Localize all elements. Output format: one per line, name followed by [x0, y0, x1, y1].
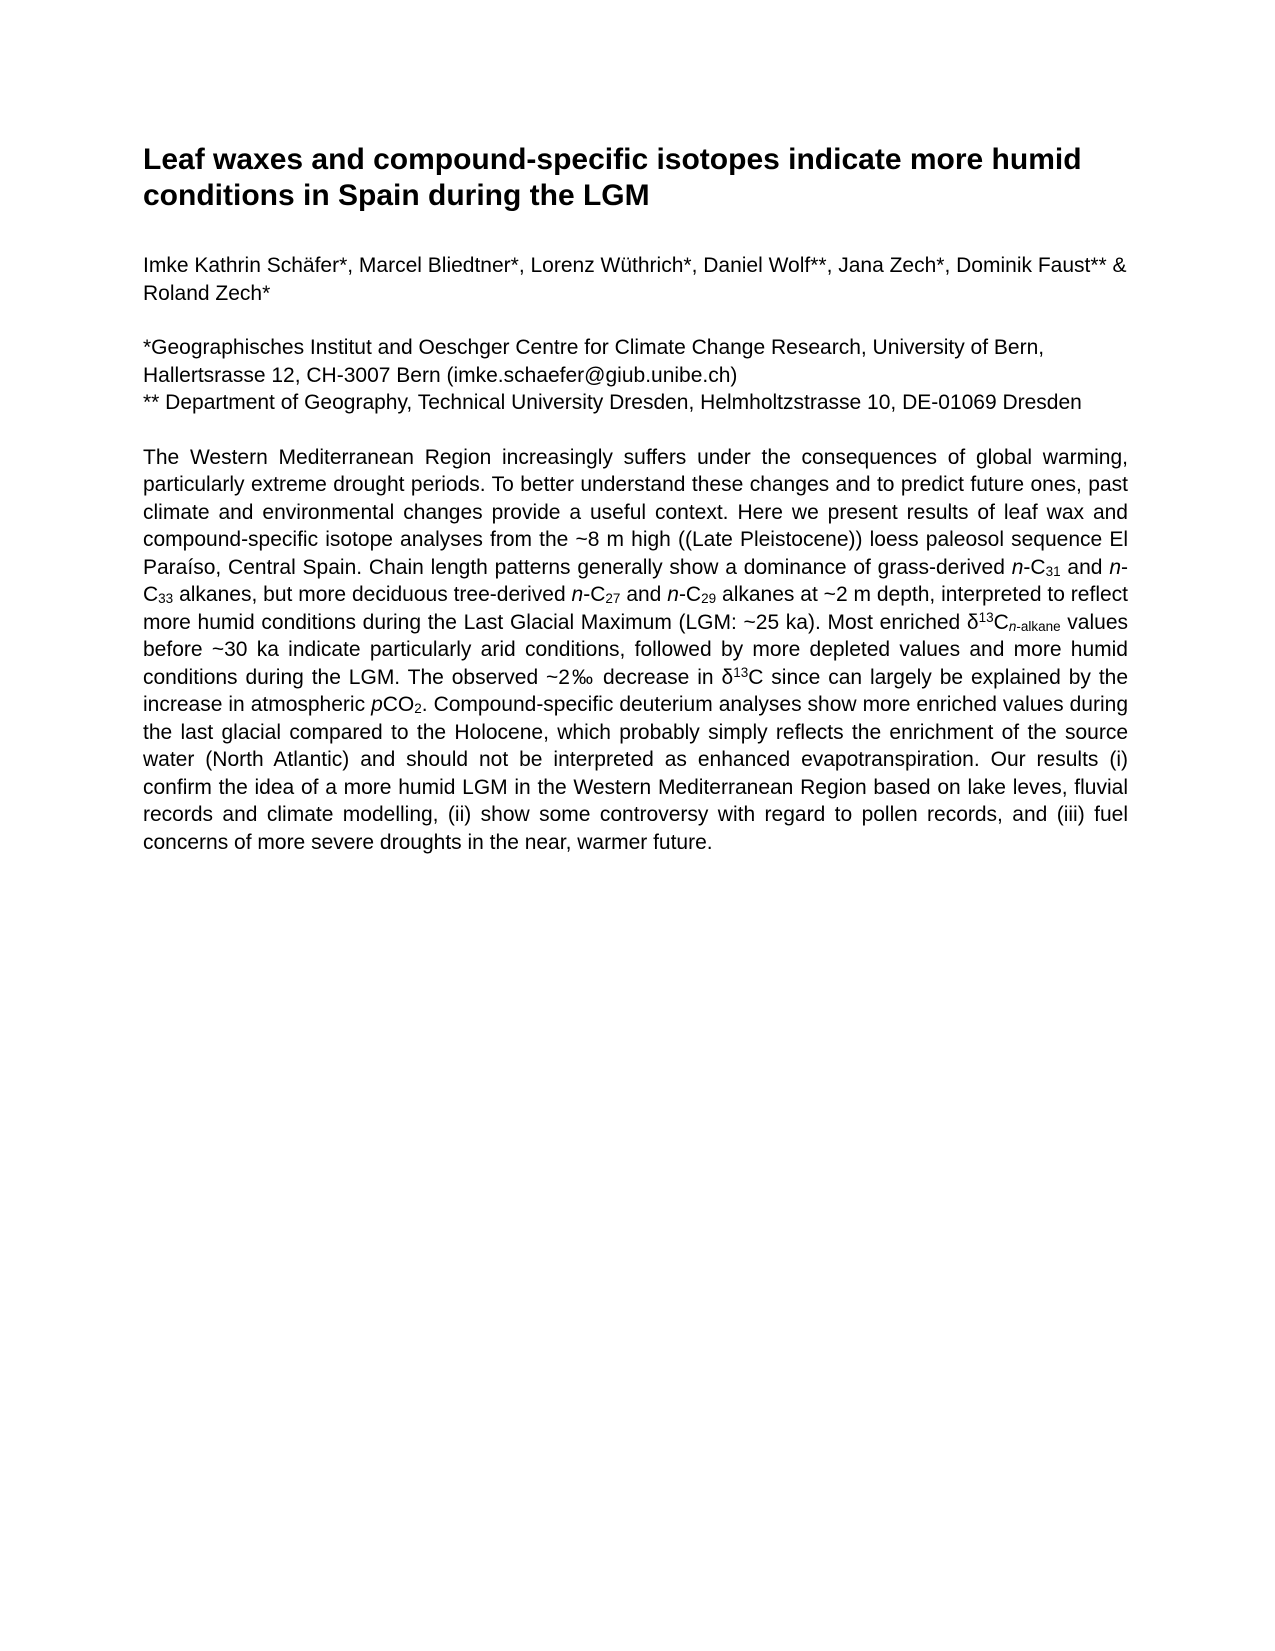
abstract-text-segment: -C — [678, 583, 702, 606]
abstract-text-segment: n — [667, 583, 679, 606]
abstract-text-segment: . Compound-specific deuterium analyses show more enriched values during the last glacial compared to the Holocene, which probably simply reflects the enrichment of the source water (North Atlantic) and should not be interpreted as enhanced evapotranspiration. Our results (i) confirm the idea of a more humid LGM in the Western Mediterranean Region based on lake leves, fluvial records and climate modelling, (ii) show some controversy with regard to pollen records, and (iii) fuel concerns of more severe droughts in the near, warmer future. — [143, 693, 1128, 854]
abstract-text-segment: 33 — [158, 591, 174, 606]
abstract-text-segment: n — [1109, 555, 1121, 579]
abstract-text-segment: -C — [143, 555, 1128, 606]
abstract-text-segment: -C — [583, 583, 606, 606]
abstract-text-segment: CO — [382, 693, 415, 716]
author-list: Imke Kathrin Schäfer*, Marcel Bliedtner*, Lorenz Wüthrich*, Daniel Wolf**, Jana Zech*, Dominik Faust** & Roland Zech* — [143, 254, 1127, 305]
abstract-text-segment: C — [993, 610, 1009, 634]
abstract-text-segment: 29 — [701, 591, 717, 606]
affiliation-bern: *Geographisches Institut and Oeschger Centre for Climate Change Research, University of Bern, Hallertsrasse 12, CH-3007 Bern (imke.schaefer@giub.unibe.ch) — [143, 336, 1045, 387]
paper-title: Leaf waxes and compound-specific isotopes indicate more humid conditions in Spain during the LGM — [143, 143, 1082, 212]
abstract-text-segment: values before ~30 ka indicate particularly arid conditions, followed by more depleted values and more humid conditions during the LGM. The observed ~2‰ decrease in δ — [143, 610, 1128, 689]
abstract-text-segment: 13 — [733, 664, 749, 680]
abstract-text-segment: and — [620, 583, 668, 606]
abstract-text-segment: -C — [1023, 555, 1046, 579]
abstract-text-segment: 27 — [605, 591, 621, 606]
abstract-text-segment: alkanes, but more deciduous tree-derived — [173, 583, 572, 606]
abstract-text-segment: 13 — [978, 609, 994, 625]
abstract-paragraph — [143, 444, 1128, 857]
abstract-text-segment: alkanes at ~2 m depth, interpreted to reflect more humid conditions during the Last Glacial Maximum (LGM: ~25 ka). Most enriched δ — [143, 583, 1128, 634]
abstract-text-segment: -alkane — [1016, 618, 1061, 634]
abstract-text-segment: and — [1060, 555, 1110, 579]
abstract-text-segment: p — [371, 693, 383, 716]
abstract-text-segment: n — [1008, 618, 1017, 634]
abstract-text-segment: 2 — [414, 701, 422, 716]
affiliation-dresden: ** Department of Geography, Technical University Dresden, Helmholtzstrasse 10, DE-01069 Dresden — [143, 391, 1082, 414]
affiliations — [143, 334, 1128, 417]
abstract-text-segment: The Western Mediterranean Region increasingly suffers under the consequences of global warming, particularly extreme drought periods. To better understand these changes and to predict future ones, past climate and environmental changes provide a useful context. Here we present results of leaf wax and compound-specific isotope analyses from the ~8 m high ((Late Pleistocene)) loess paleosol sequence El Paraíso, Central Spain. Chain length patterns generally show a dominance of grass-derived — [143, 445, 1128, 579]
abstract-text-segment: n — [571, 583, 584, 606]
abstract-text-segment: n — [1011, 555, 1024, 579]
abstract-text-segment: 31 — [1045, 563, 1061, 579]
abstract-text-segment: C since can largely be explained by the increase in atmospheric — [143, 665, 1129, 716]
